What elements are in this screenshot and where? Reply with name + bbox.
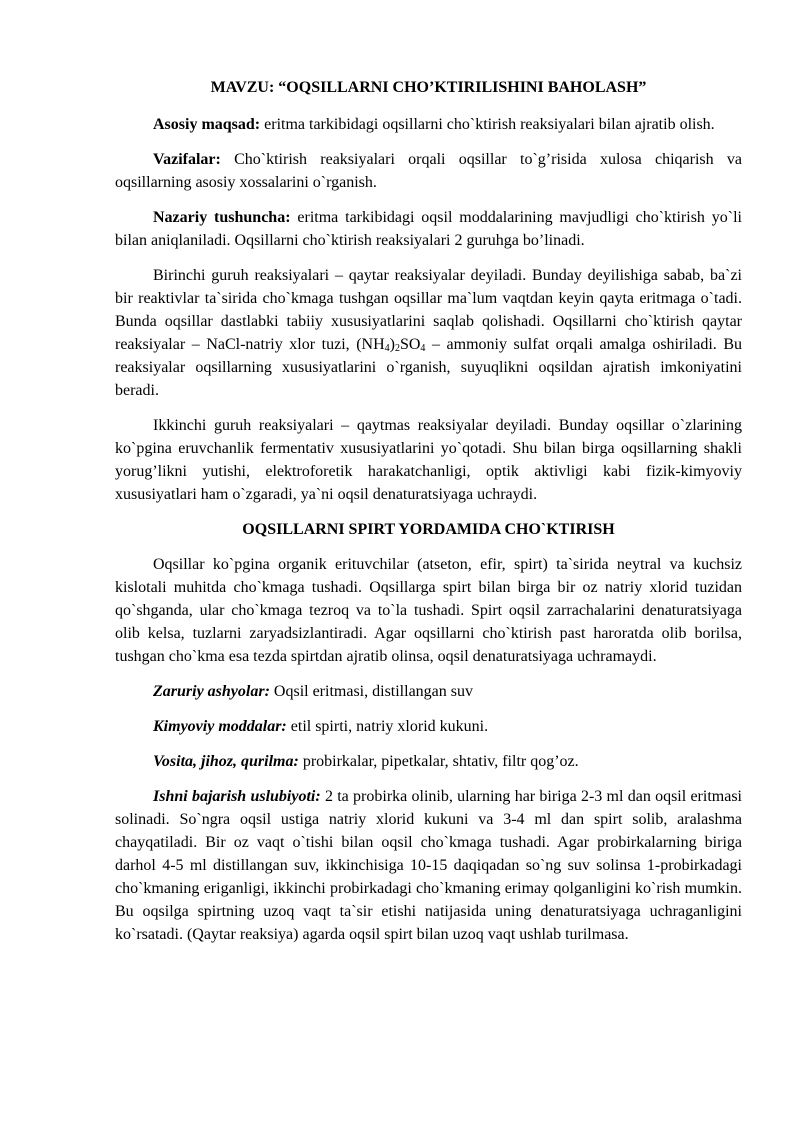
procedure-label: Ishni bajarish uslubiyoti: — [153, 788, 321, 805]
chemicals-text: etil spirti, natriy xlorid kukuni. — [286, 718, 489, 735]
document-title: MAVZU: “OQSILLARNI CHO’KTIRILISHINI BAHOLASH” — [210, 79, 647, 96]
equipment-label: Vosita, jihoz, qurilma: — [153, 753, 299, 770]
tasks-paragraph — [115, 148, 742, 194]
document-page — [115, 76, 742, 958]
equipment-text: probirkalar, pipetkalar, shtativ, filtr qog’oz. — [298, 753, 579, 770]
first-group-paragraph — [115, 264, 742, 402]
first-group-text-c: SO — [399, 336, 421, 353]
goal-label: Asosiy maqsad: — [153, 116, 261, 133]
first-group-text-d: – ammoniy sulfat orqali amalga oshiriladi. Bu reaksiyalar oqsillarning xususiyatlarini o`rganish, suyuqlikni oqsildan ajratish imkoniyatini beradi. — [115, 336, 742, 399]
procedure-text: 2 ta probirka olinib, ularning har biriga 2-3 ml dan oqsil eritmasi solinadi. So`ngra oqsil ustiga natriy xlorid kukuni va 3-4 ml dan spirt solib, aralashma chayqatiladi. Bir oz vaqt o`tishi bilan oqsil cho`kmaga tushadi. Agar probirkalarning biriga darhol 4-5 ml distillangan suv, ikkinchisiga 10-15 daqiqadan so`ng suv solinsa 1-probirkadagi cho`kmaning eriganligi, ikkinchi probirkadagi cho`kmaning erimay qolganligini ko`rish mumkin. Bu oqsilga spirtning uzoq vaqt ta`sir etishi natijasida uning denaturatsiyaga uchraganligini ko`rsatadi. (Qaytar reaksiya) agarda oqsil spirt bilan uzoq vaqt ushlab turilmasa. — [115, 788, 742, 943]
section-heading: OQSILLARNI SPIRT YORDAMIDA CHO`KTIRISH — [242, 521, 615, 538]
alcohol-paragraph — [115, 553, 742, 668]
first-group-text-a: Birinchi guruh reaksiyalari – qaytar reaksiyalar deyiladi. Bunday deyilishiga sabab, ba`zi bir reaktivlar ta`sirida cho`kmaga tushgan oqsillar ma`lum vaqtdan keyin qayta eritmaga o`tadi. Bunda oqsillar dastlabki tabiiy xususiyatlarini saqlab qolishadi. Oqsillarni cho`ktirish qaytar reaksiyalar – NaCl-natriy xlor tuzi, (NH — [115, 267, 742, 353]
tasks-text: Cho`ktirish reaksiyalari orqali oqsillar to`g’risida xulosa chiqarish va oqsillarning asosiy xossalarini o`rganish. — [115, 151, 742, 191]
formula-subscript: 4 — [420, 343, 426, 354]
theory-label: Nazariy tushuncha: — [153, 209, 291, 226]
equipment-paragraph — [115, 750, 742, 773]
second-group-text: Ikkinchi guruh reaksiyalari – qaytmas reaksiyalar deyiladi. Bunday oqsillar o`zlarining ko`pgina eruvchanlik fermentativ xususiyatlarini yo`qotadi. Shu bilan birga oqsillarning shakli yorug’likni yutishi, elektroforetik harakatchanligi, optik aktivligi kabi fizik-kimyoviy xususiyatlari ham o`zgaradi, ya`ni oqsil denaturatsiyaga uchraydi. — [115, 417, 742, 503]
goal-text: eritma tarkibidagi oqsillarni cho`ktirish reaksiyalari bilan ajratib olish. — [260, 116, 715, 133]
chemicals-label: Kimyoviy moddalar: — [153, 718, 287, 735]
theory-paragraph — [115, 206, 742, 252]
theory-text: eritma tarkibidagi oqsil moddalarining mavjudligi cho`ktirish yo`li bilan aniqlaniladi. Oqsillarni cho`ktirish reaksiyalari 2 guruhga bo’linadi. — [115, 209, 742, 249]
formula-subscript: 2 — [394, 343, 400, 354]
alcohol-text: Oqsillar ko`pgina organik erituvchilar (atseton, efir, spirt) ta`sirida neytral va kuchsiz kislotali muhitda cho`kmaga tushadi. Oqsillarga spirt bilan birga bir oz natriy xlorid tuzidan qo`shganda, ular cho`kmaga tezroq va to`la tushadi. Spirt oqsil zarrachalarini denaturatsiyaga olib kelsa, tuzlarni zaryadsizlantiradi. Agar oqsillarni cho`ktirish past haroratda olib borilsa, tushgan cho`kma esa tezda spirtdan ajratib olinsa, oqsil denaturatsiyaga uchramaydi. — [115, 556, 742, 665]
materials-text: Oqsil eritmasi, distillangan suv — [269, 683, 473, 700]
goal-paragraph — [115, 113, 742, 136]
second-group-paragraph — [115, 414, 742, 506]
procedure-paragraph — [115, 785, 742, 946]
chemicals-paragraph — [115, 715, 742, 738]
tasks-label: Vazifalar: — [153, 151, 221, 168]
materials-paragraph — [115, 680, 742, 703]
first-group-text-b: ) — [389, 336, 395, 353]
formula-subscript: 4 — [384, 343, 390, 354]
materials-label: Zaruriy ashyolar: — [153, 683, 270, 700]
